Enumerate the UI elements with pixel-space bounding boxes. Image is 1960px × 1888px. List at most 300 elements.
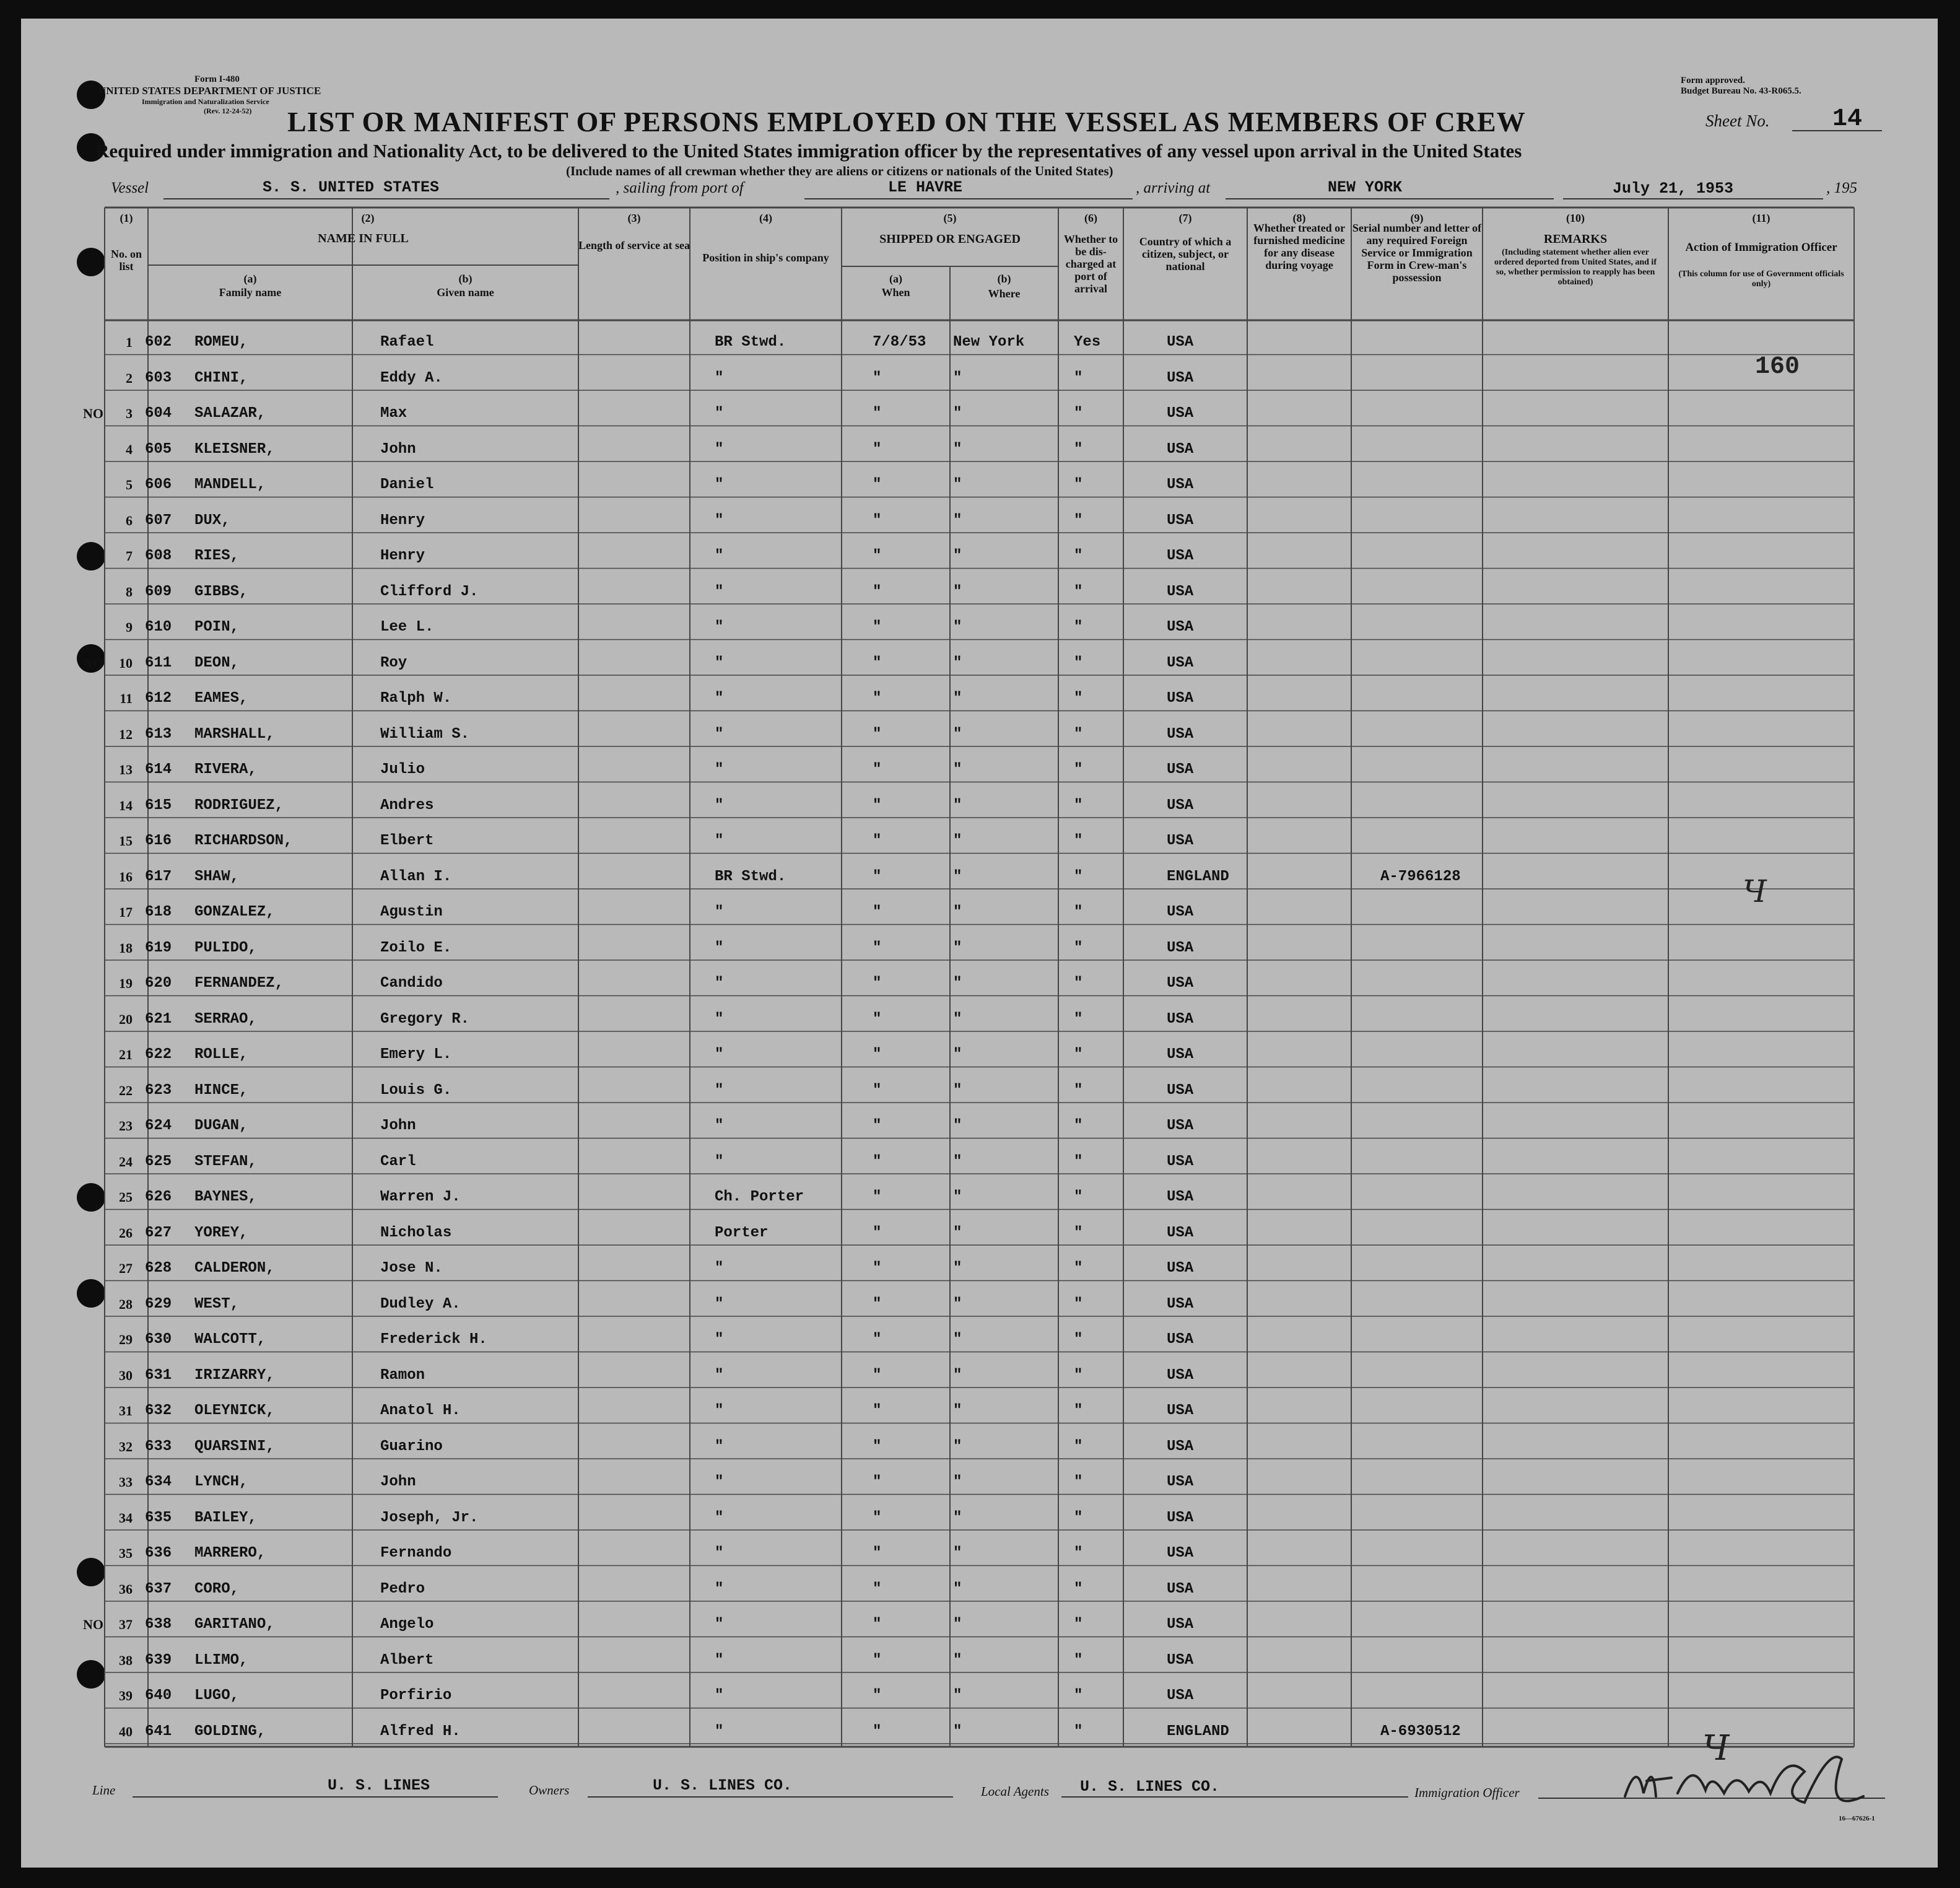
country: ENGLAND [1167, 1723, 1229, 1740]
crew-code: 640 [145, 1687, 172, 1704]
given-name: Frederick H. [380, 1331, 487, 1348]
row-number: 36 [119, 1581, 133, 1597]
country: USA [1167, 1651, 1194, 1669]
col-num-9: (9) [1410, 212, 1424, 224]
country: USA [1167, 1402, 1194, 1419]
given-name: Eddy A. [380, 369, 443, 387]
country: USA [1167, 797, 1194, 814]
shipped-where: " [953, 761, 962, 778]
shipped-where: " [953, 868, 962, 885]
shipped-when: " [873, 904, 882, 920]
shipped-where: " [953, 1260, 962, 1277]
shipped-where: " [953, 548, 962, 564]
given-name: Candido [380, 975, 443, 992]
shipped-when: " [873, 1046, 882, 1063]
shipped-when: " [873, 1545, 882, 1562]
position: " [715, 1331, 724, 1348]
shipped-where: " [953, 1046, 962, 1063]
shipped-where: New York [953, 334, 1025, 351]
position: " [715, 1723, 724, 1740]
family-name: SHAW, [194, 868, 240, 885]
family-name: YOREY, [194, 1224, 248, 1241]
shipped-when: " [873, 1723, 882, 1740]
crew-code: 605 [145, 440, 172, 458]
col-header-shipped: SHIPPED OR ENGAGED [879, 232, 1021, 246]
position: " [715, 1046, 724, 1063]
given-name: Agustin [380, 904, 443, 920]
crew-code: 639 [145, 1651, 172, 1669]
row-number: 19 [119, 976, 133, 991]
position: " [715, 405, 724, 422]
col-num-4: (4) [759, 212, 772, 224]
shipped-where: " [953, 1580, 962, 1597]
shipped-where: " [953, 405, 962, 422]
row-number: 4 [126, 441, 133, 457]
col-num-5: (5) [943, 212, 957, 224]
row-number: 1 [126, 334, 133, 350]
row-number: 7 [126, 548, 133, 564]
shipped-when: " [873, 1438, 882, 1455]
discharged: " [1074, 1687, 1083, 1704]
family-name: KLEISNER, [194, 440, 275, 458]
crew-code: 619 [145, 939, 172, 956]
row-number: 38 [119, 1652, 133, 1668]
row-number: 13 [119, 762, 133, 777]
given-name: Gregory R. [380, 1010, 470, 1028]
position: " [715, 975, 724, 992]
discharged: " [1074, 512, 1083, 529]
page-title: LIST OR MANIFEST OF PERSONS EMPLOYED ON THE VESSEL AS MEMBERS OF CREW [287, 106, 1526, 138]
country: USA [1167, 1474, 1194, 1490]
row-number: 10 [119, 655, 133, 671]
shipped-where: " [953, 1474, 962, 1490]
shipped-when: " [873, 476, 882, 493]
country: USA [1167, 1331, 1194, 1348]
col-num-8: (8) [1292, 212, 1306, 224]
given-name: Dudley A. [380, 1295, 461, 1313]
shipped-where: " [953, 654, 962, 671]
family-name: BAILEY, [194, 1509, 257, 1526]
discharged: " [1074, 1153, 1083, 1170]
position: " [715, 690, 724, 707]
position: " [715, 1366, 724, 1384]
crew-code: 628 [145, 1260, 172, 1277]
row-number: 28 [119, 1296, 133, 1312]
family-name: DEON, [194, 654, 240, 671]
shipped-where: " [953, 1153, 962, 1170]
discharged: " [1074, 619, 1083, 636]
position: Ch. Porter [715, 1189, 804, 1205]
shipped-when: 7/8/53 [873, 334, 926, 351]
shipped-when: " [873, 761, 882, 778]
position: " [715, 1260, 724, 1277]
position: BR Stwd. [715, 334, 786, 351]
discharged: " [1074, 548, 1083, 564]
shipped-where: " [953, 1366, 962, 1384]
shipped-where: " [953, 1402, 962, 1419]
service: Immigration and Naturalization Service [142, 97, 269, 106]
arrival-date: July 21, 1953 [1613, 180, 1734, 198]
shipped-when: " [873, 1402, 882, 1419]
family-name: SERRAO, [194, 1010, 257, 1028]
family-name: SALAZAR, [194, 405, 266, 422]
row-number: 2 [126, 370, 133, 386]
shipped-where: " [953, 939, 962, 956]
shipped-when: " [873, 1295, 882, 1313]
col-num-2: (2) [361, 212, 375, 224]
family-name: RIES, [194, 548, 240, 564]
shipped-where: " [953, 975, 962, 992]
position: " [715, 833, 724, 849]
discharged: " [1074, 690, 1083, 707]
manifest-sheet [21, 19, 1938, 1868]
shipped-when: " [873, 369, 882, 387]
crew-code: 641 [145, 1723, 172, 1740]
family-name: MANDELL, [194, 476, 266, 493]
crew-code: 629 [145, 1295, 172, 1313]
family-name: RICHARDSON, [194, 833, 293, 849]
shipped-when: " [873, 1260, 882, 1277]
shipped-when: " [873, 690, 882, 707]
crew-code: 603 [145, 369, 172, 387]
row-number: 31 [119, 1403, 133, 1418]
position: " [715, 1295, 724, 1313]
row-number: 40 [119, 1723, 133, 1739]
row-number: 5 [126, 477, 133, 492]
family-name: ROMEU, [194, 334, 248, 351]
discharged: " [1074, 1651, 1083, 1669]
sheet-number: 14 [1832, 105, 1863, 133]
row-number: 17 [119, 904, 133, 920]
position: " [715, 725, 724, 743]
officer-check-mark-footer: Ɥ [1702, 1728, 1730, 1768]
discharged: " [1074, 868, 1083, 885]
family-name: RODRIGUEZ, [194, 797, 284, 814]
discharged: " [1074, 1260, 1083, 1277]
family-name: QUARSINI, [194, 1438, 275, 1455]
shipped-when: " [873, 975, 882, 992]
row-number: 34 [119, 1510, 133, 1526]
shipped-when: " [873, 405, 882, 422]
family-name: FERNANDEZ, [194, 975, 284, 992]
given-name: Rafael [380, 334, 434, 351]
discharged: " [1074, 1295, 1083, 1313]
revision: (Rev. 12-24-52) [204, 107, 252, 115]
discharged: " [1074, 939, 1083, 956]
col-num-7: (7) [1178, 212, 1192, 224]
col-header-when: When [881, 286, 910, 299]
discharged: " [1074, 369, 1083, 387]
country: USA [1167, 334, 1194, 351]
family-name: POIN, [194, 619, 240, 636]
discharged: " [1074, 440, 1083, 458]
row-number: 26 [119, 1225, 133, 1241]
family-name: DUX, [194, 512, 230, 529]
family-name: DUGAN, [194, 1117, 248, 1134]
position: " [715, 797, 724, 814]
row-number: 33 [119, 1474, 133, 1490]
discharged: " [1074, 1010, 1083, 1028]
country: USA [1167, 833, 1194, 849]
given-name: John [380, 1474, 416, 1490]
col-header-given: Given name [437, 286, 494, 299]
crew-code: 606 [145, 476, 172, 493]
discharged: " [1074, 1224, 1083, 1241]
row-number: 23 [119, 1118, 133, 1134]
col-header-family-a: (a) [243, 273, 257, 285]
shipped-where: " [953, 1723, 962, 1740]
row-prefix: NO [83, 1617, 103, 1632]
col-header-when-a: (a) [889, 273, 902, 285]
arriving-label: , arriving at [1136, 180, 1211, 196]
sailing-label: , sailing from port of [616, 180, 744, 196]
country: USA [1167, 1295, 1194, 1313]
shipped-where: " [953, 1438, 962, 1455]
given-name: Clifford J. [380, 583, 479, 600]
position: " [715, 1509, 724, 1526]
discharged: " [1074, 1545, 1083, 1562]
shipped-when: " [873, 1189, 882, 1205]
country: USA [1167, 512, 1194, 529]
shipped-where: " [953, 440, 962, 458]
given-name: Louis G. [380, 1082, 452, 1099]
shipped-when: " [873, 548, 882, 564]
row-number: 20 [119, 1011, 133, 1027]
col-header-serial: Serial number and letter of any required Foreign Service or Immigration Form in Crew-man's possession [1352, 222, 1482, 284]
position: " [715, 939, 724, 956]
shipped-where: " [953, 1687, 962, 1704]
shipped-when: " [873, 1153, 882, 1170]
discharged: " [1074, 725, 1083, 743]
given-name: Henry [380, 548, 425, 564]
family-name: EAMES, [194, 690, 248, 707]
row-number: 8 [126, 583, 133, 600]
position: " [715, 583, 724, 600]
country: USA [1167, 725, 1194, 743]
crew-code: 624 [145, 1117, 172, 1134]
country: USA [1167, 1260, 1194, 1277]
discharged: " [1074, 1509, 1083, 1526]
shipped-where: " [953, 1616, 962, 1633]
discharged: " [1074, 1402, 1083, 1419]
family-name: PULIDO, [194, 939, 257, 956]
country: USA [1167, 1082, 1194, 1099]
crew-code: 634 [145, 1474, 172, 1490]
col-header-action-note: (This column for use of Government officials only) [1678, 269, 1844, 289]
shipped-where: " [953, 1295, 962, 1313]
position: " [715, 369, 724, 387]
crew-code: 635 [145, 1509, 172, 1526]
country: USA [1167, 690, 1194, 707]
given-name: Anatol H. [380, 1402, 461, 1419]
shipped-when: " [873, 654, 882, 671]
family-name: LLIMO, [194, 1651, 248, 1669]
shipped-when: " [873, 1509, 882, 1526]
position: " [715, 1010, 724, 1028]
country: USA [1167, 1509, 1194, 1526]
crew-code: 617 [145, 868, 172, 885]
form-approved: Form approved. [1681, 76, 1745, 85]
discharged: " [1074, 1082, 1083, 1099]
crew-code: 620 [145, 975, 172, 992]
discharged: " [1074, 797, 1083, 814]
given-name: Guarino [380, 1438, 443, 1455]
discharged: " [1074, 1189, 1083, 1205]
shipped-when: " [873, 1580, 882, 1597]
given-name: Pedro [380, 1580, 425, 1597]
country: USA [1167, 1580, 1194, 1597]
position: " [715, 1082, 724, 1099]
discharged: " [1074, 1580, 1083, 1597]
position: " [715, 1402, 724, 1419]
given-name: Fernando [380, 1545, 452, 1562]
discharged: " [1074, 1474, 1083, 1490]
country: USA [1167, 939, 1194, 956]
col-header-country: Country of which a citizen, subject, or national [1139, 235, 1232, 273]
family-name: GIBBS, [194, 583, 248, 600]
country: USA [1167, 619, 1194, 636]
country: USA [1167, 1224, 1194, 1241]
budget-bureau: Budget Bureau No. 43-R065.5. [1681, 86, 1801, 96]
crew-code: 636 [145, 1545, 172, 1562]
row-number: 24 [119, 1153, 133, 1169]
country: USA [1167, 369, 1194, 387]
family-name: CALDERON, [194, 1260, 275, 1277]
form-number: Form I-480 [194, 74, 240, 84]
shipped-when: " [873, 619, 882, 636]
line-label: Line [92, 1783, 116, 1798]
discharged: " [1074, 1723, 1083, 1740]
row-number: 6 [126, 512, 133, 528]
shipped-when: " [873, 1616, 882, 1633]
position: " [715, 476, 724, 493]
agents-label: Local Agents [981, 1784, 1049, 1799]
shipped-where: " [953, 476, 962, 493]
position: " [715, 1438, 724, 1455]
position: BR Stwd. [715, 868, 786, 885]
discharged: " [1074, 1331, 1083, 1348]
given-name: Zoilo E. [380, 939, 452, 956]
family-name: BAYNES, [194, 1189, 257, 1205]
country: USA [1167, 1616, 1194, 1633]
vessel-name: S. S. UNITED STATES [263, 178, 440, 196]
given-name: Emery L. [380, 1046, 452, 1063]
shipped-where: " [953, 797, 962, 814]
col-header-where: Where [988, 287, 1021, 300]
row-number: 12 [119, 726, 133, 742]
crew-code: 609 [145, 583, 172, 600]
position: " [715, 1117, 724, 1134]
crew-code: 610 [145, 619, 172, 636]
position: " [715, 904, 724, 920]
discharged: " [1074, 1366, 1083, 1384]
family-name: OLEYNICK, [194, 1402, 275, 1419]
discharged: " [1074, 761, 1083, 778]
discharged: " [1074, 1438, 1083, 1455]
shipped-where: " [953, 619, 962, 636]
shipped-where: " [953, 1082, 962, 1099]
country: USA [1167, 1366, 1194, 1384]
col-header-name: NAME IN FULL [318, 232, 409, 245]
shipped-where: " [953, 369, 962, 387]
shipped-when: " [873, 1010, 882, 1028]
vessel-label: Vessel [111, 180, 149, 196]
agents-value: U. S. LINES CO. [1080, 1778, 1220, 1796]
page-subtitle: Required under immigration and Nationality Act, to be delivered to the United States immigration officer by the representatives of any vessel upon arrival in the United States [95, 140, 1522, 162]
crew-code: 611 [145, 654, 172, 671]
row-number: 15 [119, 833, 133, 849]
col-header-length: Length of service at sea [578, 239, 690, 251]
given-name: Elbert [380, 833, 434, 849]
given-name: Nicholas [380, 1224, 452, 1241]
year-suffix: , 195 [1826, 180, 1857, 196]
shipped-when: " [873, 1474, 882, 1490]
sheet-no-label: Sheet No. [1705, 111, 1770, 130]
position: " [715, 548, 724, 564]
crew-code: 618 [145, 904, 172, 920]
owners-label: Owners [529, 1783, 570, 1798]
col-header-no-on-list: No. on list [110, 248, 142, 273]
shipped-where: " [953, 904, 962, 920]
given-name: Warren J. [380, 1189, 461, 1205]
family-name: LUGO, [194, 1687, 240, 1704]
shipped-where: " [953, 512, 962, 529]
position: " [715, 1651, 724, 1669]
family-name: GOLDING, [194, 1723, 266, 1740]
family-name: ROLLE, [194, 1046, 248, 1063]
shipped-when: " [873, 868, 882, 885]
row-number: 14 [119, 797, 133, 813]
shipped-when: " [873, 1331, 882, 1348]
given-name: Alfred H. [380, 1723, 461, 1740]
given-name: Ralph W. [380, 690, 452, 707]
given-name: Angelo [380, 1616, 434, 1633]
country: USA [1167, 654, 1194, 671]
given-name: Albert [380, 1651, 434, 1669]
crew-code: 631 [145, 1366, 172, 1384]
crew-code: 604 [145, 405, 172, 422]
given-name: Porfirio [380, 1687, 452, 1704]
col-header-position: Position in ship's company [702, 251, 829, 264]
position: " [715, 761, 724, 778]
shipped-when: " [873, 1224, 882, 1241]
crew-code: 625 [145, 1153, 172, 1170]
given-name: Max [380, 405, 407, 422]
row-number: 9 [126, 619, 133, 635]
discharged: " [1074, 654, 1083, 671]
crew-code: 638 [145, 1616, 172, 1633]
family-name: STEFAN, [194, 1153, 257, 1170]
row-prefix: NO [83, 406, 103, 421]
crew-code: 614 [145, 761, 172, 778]
row-number: 29 [119, 1332, 133, 1347]
crew-code: 607 [145, 512, 172, 529]
crew-code: 615 [145, 797, 172, 814]
family-name: MARSHALL, [194, 725, 275, 743]
col-num-11: (11) [1752, 212, 1771, 224]
shipped-where: " [953, 1545, 962, 1562]
country: USA [1167, 1545, 1194, 1562]
shipped-when: " [873, 797, 882, 814]
country: USA [1167, 548, 1194, 564]
crew-code: 621 [145, 1010, 172, 1028]
shipped-when: " [873, 1651, 882, 1669]
discharged: Yes [1074, 334, 1101, 351]
shipped-where: " [953, 725, 962, 743]
country: USA [1167, 1687, 1194, 1704]
country: USA [1167, 904, 1194, 920]
col-header-given-b: (b) [458, 273, 473, 285]
